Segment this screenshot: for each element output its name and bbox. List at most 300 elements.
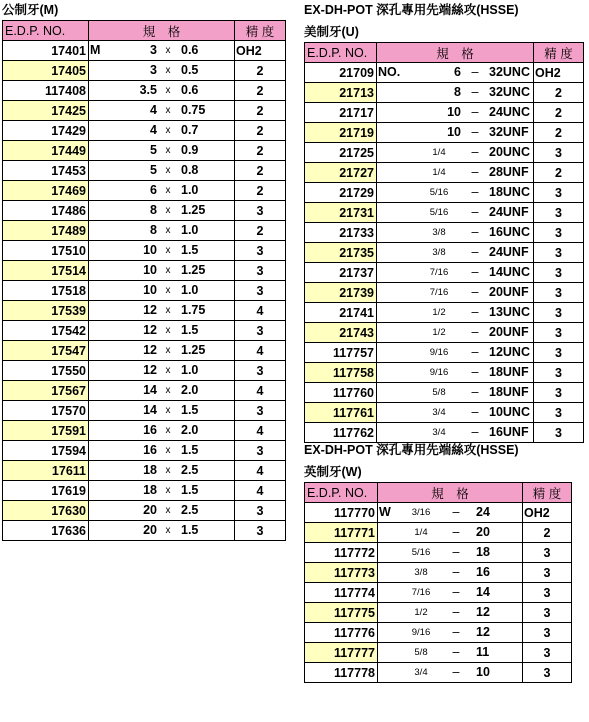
dash-symbol: – — [471, 245, 479, 259]
precision-grade: 3 — [534, 403, 584, 423]
thread-spec — [378, 563, 523, 583]
unified-series-title: EX-DH-POT 深孔專用先端絲攻(HSSE) — [304, 3, 519, 17]
thread-count: 32UNF — [489, 125, 529, 139]
table-row — [305, 363, 584, 383]
thread-spec — [89, 181, 235, 201]
dash-symbol: – — [471, 125, 479, 139]
table-row — [305, 603, 572, 623]
edp-number: 17401 — [3, 41, 89, 61]
thread-count: 12UNC — [489, 345, 530, 359]
metric-table — [2, 20, 286, 541]
thread-pitch: 0.5 — [181, 63, 199, 77]
times-symbol: x — [165, 85, 171, 96]
thread-spec — [377, 363, 534, 383]
edp-header: E.D.P. NO. — [305, 483, 378, 503]
edp-number: 117774 — [305, 583, 378, 603]
table-row — [3, 161, 286, 181]
nominal-size: 7/16 — [429, 267, 449, 278]
thread-count: 20 — [476, 525, 490, 539]
thread-spec — [377, 63, 534, 83]
nominal-size: 9/16 — [429, 367, 449, 378]
edp-number: 117760 — [305, 383, 377, 403]
precision-grade: 2 — [534, 103, 584, 123]
edp-number: 21731 — [305, 203, 377, 223]
precision-grade: 3 — [523, 623, 572, 643]
table-row — [3, 281, 286, 301]
dash-symbol: – — [471, 405, 479, 419]
precision-grade: 3 — [534, 143, 584, 163]
thread-pitch: 0.6 — [181, 43, 199, 57]
nominal-size: 7/16 — [429, 287, 449, 298]
precision-grade: 3 — [534, 243, 584, 263]
precision-grade: OH2 — [523, 503, 572, 523]
thread-spec — [378, 543, 523, 563]
thread-spec — [89, 301, 235, 321]
dash-symbol: – — [452, 545, 460, 559]
precision-grade: 2 — [534, 163, 584, 183]
dash-symbol: – — [471, 145, 479, 159]
thread-spec — [89, 161, 235, 181]
precision-grade: 2 — [235, 121, 286, 141]
thread-count: 28UNF — [489, 165, 529, 179]
edp-number: 17449 — [3, 141, 89, 161]
thread-spec — [377, 263, 534, 283]
dash-symbol: – — [471, 265, 479, 279]
precision-grade: 3 — [534, 223, 584, 243]
nominal-diameter: 10 — [143, 283, 157, 297]
precision-grade: OH2 — [534, 63, 584, 83]
nominal-diameter: 10 — [143, 263, 157, 277]
edp-number: 17429 — [3, 121, 89, 141]
times-symbol: x — [165, 205, 171, 216]
thread-spec — [89, 261, 235, 281]
dash-symbol: – — [452, 625, 460, 639]
table-row — [3, 301, 286, 321]
edp-number: 117762 — [305, 423, 377, 443]
edp-number: 21709 — [305, 63, 377, 83]
thread-prefix: NO. — [378, 65, 401, 79]
table-row — [3, 361, 286, 381]
nominal-diameter: 12 — [143, 303, 157, 317]
precision-grade: 4 — [235, 341, 286, 361]
table-row — [3, 141, 286, 161]
dash-symbol: – — [471, 225, 479, 239]
dash-symbol: – — [452, 645, 460, 659]
thread-pitch: 2.5 — [181, 463, 199, 477]
precision-grade: 3 — [534, 303, 584, 323]
table-row — [305, 323, 584, 343]
edp-number: 17453 — [3, 161, 89, 181]
thread-count: 16UNC — [489, 225, 530, 239]
nominal-size: 1/2 — [432, 307, 446, 318]
dash-symbol: – — [471, 165, 479, 179]
thread-count: 13UNC — [489, 305, 530, 319]
unified-header-row — [305, 43, 584, 63]
edp-number: 17405 — [3, 61, 89, 81]
thread-spec — [89, 281, 235, 301]
times-symbol: x — [165, 125, 171, 136]
thread-pitch: 1.25 — [181, 263, 206, 277]
thread-spec — [377, 383, 534, 403]
thread-prefix: M — [90, 43, 101, 57]
edp-number: 21737 — [305, 263, 377, 283]
thread-spec — [378, 663, 523, 683]
nominal-diameter: 4 — [150, 103, 157, 117]
table-row — [3, 41, 286, 61]
edp-number: 117770 — [305, 503, 378, 523]
table-row — [3, 521, 286, 541]
nominal-diameter: 20 — [143, 503, 157, 517]
thread-count: 18 — [476, 545, 490, 559]
times-symbol: x — [165, 105, 171, 116]
precision-grade: 3 — [534, 323, 584, 343]
nominal-size: 9/16 — [429, 347, 449, 358]
precision-grade: 3 — [534, 203, 584, 223]
thread-pitch: 1.5 — [181, 443, 199, 457]
edp-number: 21733 — [305, 223, 377, 243]
thread-spec — [89, 201, 235, 221]
edp-number: 117773 — [305, 563, 378, 583]
dash-symbol: – — [471, 185, 479, 199]
thread-spec — [89, 461, 235, 481]
precision-grade: 2 — [523, 523, 572, 543]
edp-number: 17570 — [3, 401, 89, 421]
precision-grade: 3 — [534, 343, 584, 363]
precision-grade: 2 — [235, 181, 286, 201]
times-symbol: x — [165, 325, 171, 336]
dash-symbol: – — [471, 425, 479, 439]
thread-pitch: 0.8 — [181, 163, 199, 177]
precision-grade: 3 — [534, 383, 584, 403]
precision-grade: 3 — [534, 283, 584, 303]
edp-number: 21727 — [305, 163, 377, 183]
thread-count: 16 — [476, 565, 490, 579]
nominal-size: 3/8 — [432, 247, 446, 258]
thread-pitch: 2.0 — [181, 423, 199, 437]
table-row — [305, 303, 584, 323]
grade-header: 精 度 — [235, 21, 286, 41]
thread-count: 14 — [476, 585, 490, 599]
table-row — [305, 203, 584, 223]
nominal-size: 5/16 — [411, 547, 431, 558]
spec-header: 規 格 — [378, 483, 523, 503]
nominal-diameter: 12 — [143, 323, 157, 337]
nominal-diameter: 20 — [143, 523, 157, 537]
nominal-size: 5/16 — [429, 207, 449, 218]
times-symbol: x — [165, 385, 171, 396]
nominal-size: 3/4 — [432, 407, 446, 418]
precision-grade: 3 — [235, 441, 286, 461]
precision-grade: 3 — [235, 501, 286, 521]
thread-count: 16UNF — [489, 425, 529, 439]
edp-number: 117408 — [3, 81, 89, 101]
table-row — [305, 403, 584, 423]
precision-grade: 3 — [523, 583, 572, 603]
thread-pitch: 1.5 — [181, 243, 199, 257]
nominal-diameter: 16 — [143, 423, 157, 437]
table-row — [3, 241, 286, 261]
times-symbol: x — [165, 505, 171, 516]
nominal-size: 3/8 — [432, 227, 446, 238]
table-row — [305, 523, 572, 543]
metric-title: 公制牙(M) — [2, 3, 59, 17]
times-symbol: x — [165, 365, 171, 376]
table-row — [305, 83, 584, 103]
edp-number: 21717 — [305, 103, 377, 123]
table-row — [3, 101, 286, 121]
table-row — [305, 103, 584, 123]
edp-number: 117772 — [305, 543, 378, 563]
precision-grade: 2 — [235, 141, 286, 161]
table-row — [305, 63, 584, 83]
table-row — [305, 623, 572, 643]
thread-spec — [377, 203, 534, 223]
edp-number: 17539 — [3, 301, 89, 321]
grade-header: 精 度 — [534, 43, 584, 63]
table-row — [3, 381, 286, 401]
nominal-size: 7/16 — [411, 587, 431, 598]
thread-count: 32UNC — [489, 85, 530, 99]
dash-symbol: – — [471, 305, 479, 319]
thread-spec — [377, 83, 534, 103]
edp-number: 17636 — [3, 521, 89, 541]
table-row — [3, 261, 286, 281]
thread-spec — [377, 183, 534, 203]
table-row — [305, 643, 572, 663]
thread-count: 10 — [476, 665, 490, 679]
edp-number: 17619 — [3, 481, 89, 501]
times-symbol: x — [165, 525, 171, 536]
table-row — [305, 343, 584, 363]
thread-spec — [377, 143, 534, 163]
thread-count: 24 — [476, 505, 490, 519]
spec-header: 規 格 — [89, 21, 235, 41]
thread-count: 32UNC — [489, 65, 530, 79]
thread-pitch: 1.25 — [181, 203, 206, 217]
dash-symbol: – — [471, 85, 479, 99]
metric-header-row — [3, 21, 286, 41]
thread-pitch: 1.25 — [181, 343, 206, 357]
dash-symbol: – — [452, 585, 460, 599]
edp-number: 117775 — [305, 603, 378, 623]
dash-symbol: – — [452, 605, 460, 619]
table-row — [305, 543, 572, 563]
edp-number: 17486 — [3, 201, 89, 221]
precision-grade: 3 — [534, 183, 584, 203]
times-symbol: x — [165, 65, 171, 76]
edp-header: E.D.P. NO. — [305, 43, 377, 63]
table-row — [305, 383, 584, 403]
edp-number: 17542 — [3, 321, 89, 341]
thread-spec — [89, 521, 235, 541]
edp-number: 21735 — [305, 243, 377, 263]
thread-spec — [377, 303, 534, 323]
thread-pitch: 1.0 — [181, 183, 199, 197]
precision-grade: 3 — [235, 261, 286, 281]
times-symbol: x — [165, 165, 171, 176]
nominal-diameter: 4 — [150, 123, 157, 137]
nominal-size: 10 — [447, 105, 461, 119]
precision-grade: 2 — [235, 221, 286, 241]
nominal-size: 9/16 — [411, 627, 431, 638]
precision-grade: 3 — [534, 423, 584, 443]
nominal-size: 3/8 — [414, 567, 428, 578]
table-row — [3, 481, 286, 501]
precision-grade: 2 — [235, 161, 286, 181]
edp-number: 17550 — [3, 361, 89, 381]
precision-grade: 3 — [523, 563, 572, 583]
precision-grade: 3 — [235, 201, 286, 221]
thread-spec — [89, 401, 235, 421]
thread-spec — [377, 283, 534, 303]
edp-number: 17469 — [3, 181, 89, 201]
thread-count: 18UNC — [489, 185, 530, 199]
thread-count: 12 — [476, 605, 490, 619]
edp-number: 21719 — [305, 123, 377, 143]
edp-number: 17567 — [3, 381, 89, 401]
thread-spec — [377, 323, 534, 343]
table-row — [3, 321, 286, 341]
table-row — [305, 663, 572, 683]
thread-pitch: 0.9 — [181, 143, 199, 157]
nominal-size: 8 — [454, 85, 461, 99]
nominal-size: 6 — [454, 65, 461, 79]
table-row — [3, 441, 286, 461]
precision-grade: 4 — [235, 461, 286, 481]
table-row — [3, 61, 286, 81]
thread-spec — [89, 321, 235, 341]
whitworth-table — [304, 482, 572, 683]
precision-grade: 4 — [235, 481, 286, 501]
thread-count: 11 — [476, 645, 490, 659]
nominal-size: 1/4 — [432, 147, 446, 158]
edp-number: 21729 — [305, 183, 377, 203]
edp-number: 21713 — [305, 83, 377, 103]
nominal-diameter: 14 — [143, 403, 157, 417]
thread-spec — [89, 41, 235, 61]
dash-symbol: – — [471, 105, 479, 119]
thread-pitch: 2.0 — [181, 383, 199, 397]
precision-grade: 3 — [235, 321, 286, 341]
thread-spec — [378, 583, 523, 603]
times-symbol: x — [165, 425, 171, 436]
table-row — [305, 163, 584, 183]
spec-header: 規 格 — [377, 43, 534, 63]
edp-number: 21741 — [305, 303, 377, 323]
dash-symbol: – — [452, 525, 460, 539]
thread-spec — [378, 603, 523, 623]
edp-number: 21739 — [305, 283, 377, 303]
thread-spec — [89, 421, 235, 441]
thread-spec — [377, 243, 534, 263]
table-row — [305, 283, 584, 303]
times-symbol: x — [165, 245, 171, 256]
dash-symbol: – — [452, 665, 460, 679]
nominal-diameter: 12 — [143, 363, 157, 377]
edp-number: 17594 — [3, 441, 89, 461]
precision-grade: 4 — [235, 381, 286, 401]
precision-grade: 3 — [534, 363, 584, 383]
precision-grade: 3 — [523, 543, 572, 563]
table-row — [305, 583, 572, 603]
thread-spec — [377, 123, 534, 143]
thread-spec — [377, 343, 534, 363]
whitworth-header-row — [305, 483, 572, 503]
nominal-diameter: 18 — [143, 483, 157, 497]
thread-pitch: 0.7 — [181, 123, 199, 137]
precision-grade: 2 — [235, 101, 286, 121]
edp-number: 117757 — [305, 343, 377, 363]
thread-spec — [377, 223, 534, 243]
precision-grade: 4 — [235, 301, 286, 321]
table-row — [305, 263, 584, 283]
thread-count: 24UNC — [489, 105, 530, 119]
precision-grade: OH2 — [235, 41, 286, 61]
times-symbol: x — [165, 465, 171, 476]
precision-grade: 3 — [235, 281, 286, 301]
thread-spec — [378, 643, 523, 663]
nominal-size: 10 — [447, 125, 461, 139]
precision-grade: 2 — [235, 61, 286, 81]
edp-number: 117778 — [305, 663, 378, 683]
nominal-size: 1/4 — [414, 527, 428, 538]
table-row — [3, 461, 286, 481]
dash-symbol: – — [452, 565, 460, 579]
nominal-diameter: 12 — [143, 343, 157, 357]
times-symbol: x — [165, 185, 171, 196]
thread-prefix: W — [379, 505, 391, 519]
times-symbol: x — [165, 405, 171, 416]
dash-symbol: – — [471, 385, 479, 399]
thread-pitch: 1.5 — [181, 523, 199, 537]
precision-grade: 3 — [534, 263, 584, 283]
nominal-diameter: 3.5 — [139, 83, 157, 97]
precision-grade: 3 — [523, 603, 572, 623]
edp-number: 17425 — [3, 101, 89, 121]
thread-spec — [377, 103, 534, 123]
unified-title: 美制牙(U) — [304, 25, 359, 39]
nominal-diameter: 16 — [143, 443, 157, 457]
table-row — [3, 341, 286, 361]
nominal-diameter: 14 — [143, 383, 157, 397]
precision-grade: 3 — [235, 401, 286, 421]
thread-count: 12 — [476, 625, 490, 639]
thread-spec — [89, 101, 235, 121]
table-row — [3, 501, 286, 521]
thread-pitch: 1.5 — [181, 323, 199, 337]
edp-number: 17611 — [3, 461, 89, 481]
precision-grade: 2 — [534, 123, 584, 143]
nominal-diameter: 18 — [143, 463, 157, 477]
dash-symbol: – — [471, 325, 479, 339]
nominal-size: 5/16 — [429, 187, 449, 198]
thread-spec — [89, 61, 235, 81]
thread-spec — [377, 423, 534, 443]
thread-spec — [89, 341, 235, 361]
thread-count: 24UNF — [489, 245, 529, 259]
dash-symbol: – — [471, 65, 479, 79]
table-row — [305, 223, 584, 243]
table-row — [305, 423, 584, 443]
thread-spec — [89, 81, 235, 101]
thread-count: 24UNF — [489, 205, 529, 219]
whitworth-series-title: EX-DH-POT 深孔專用先端絲攻(HSSE) — [304, 443, 519, 457]
grade-header: 精 度 — [523, 483, 572, 503]
precision-grade: 3 — [523, 663, 572, 683]
edp-number: 117771 — [305, 523, 378, 543]
dash-symbol: – — [471, 285, 479, 299]
thread-spec — [378, 623, 523, 643]
